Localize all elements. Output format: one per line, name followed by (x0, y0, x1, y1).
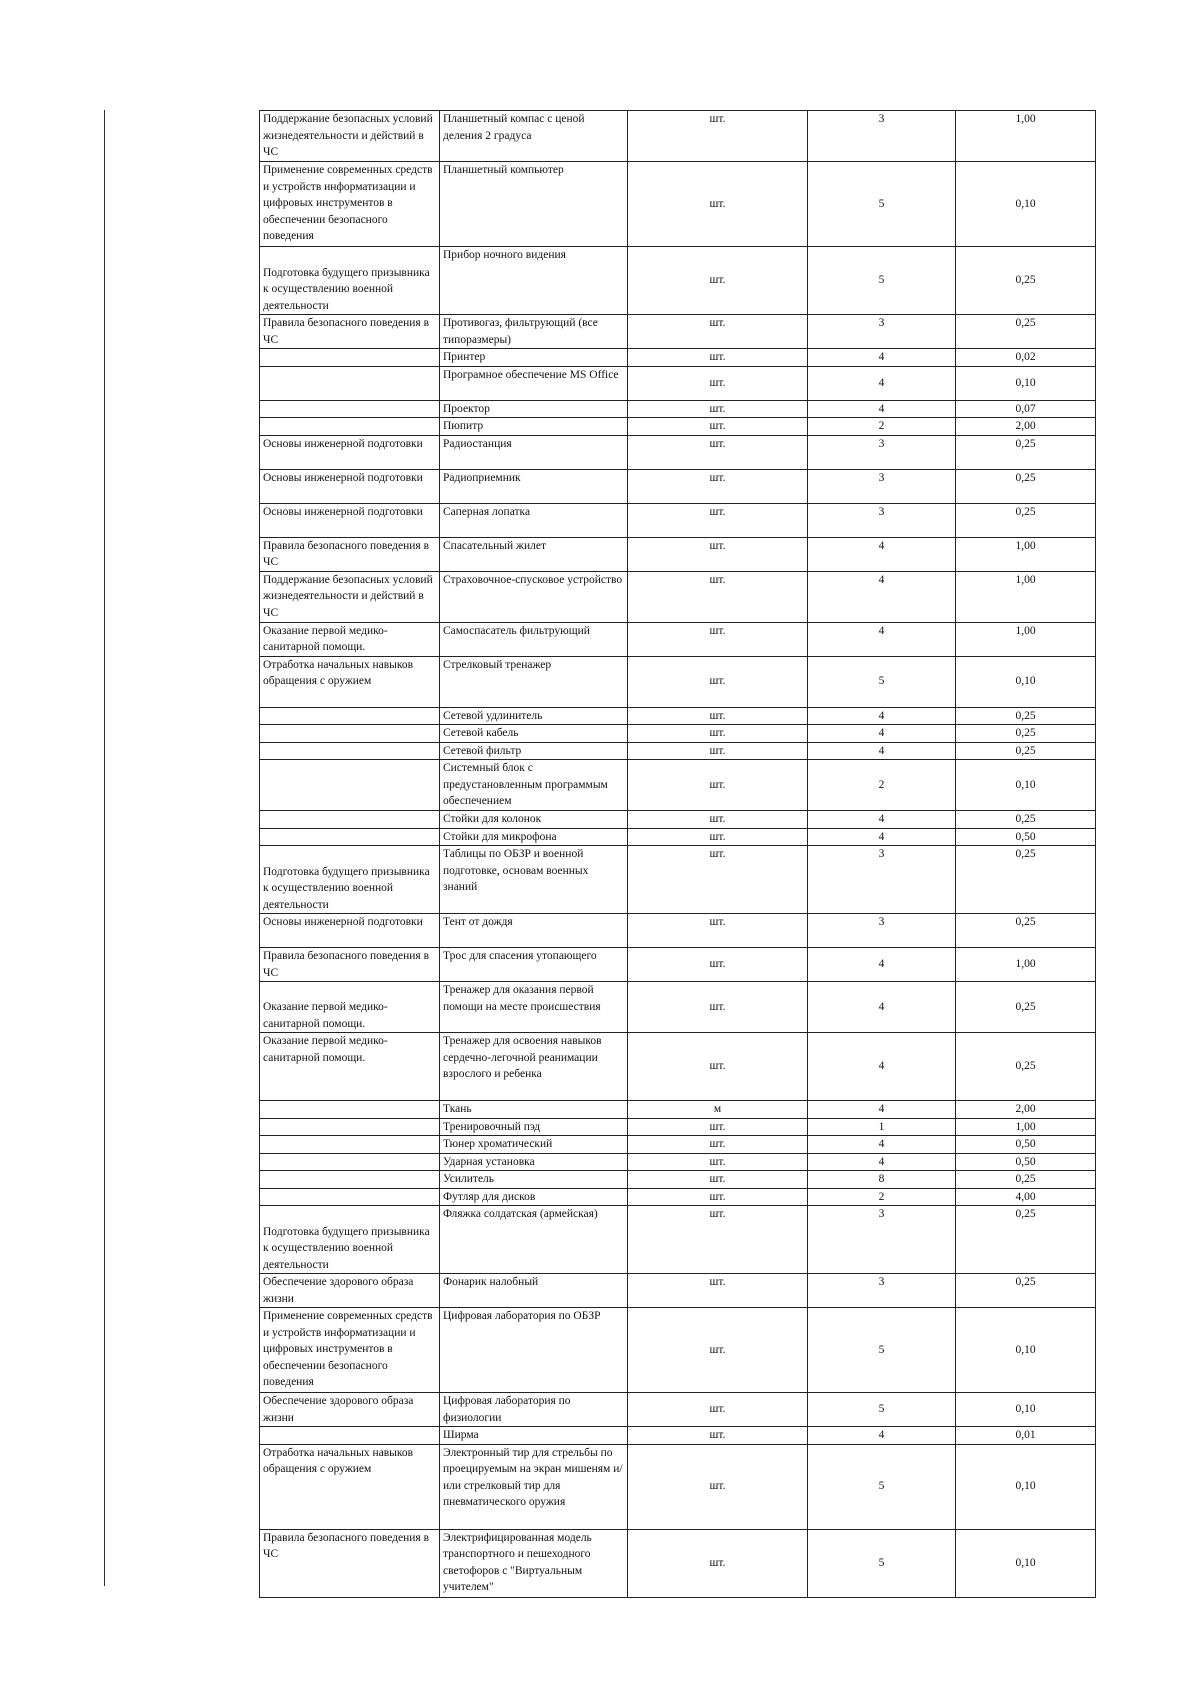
table-row (260, 1188, 1096, 1206)
section-cell: Основы инженерной подготовки (260, 914, 440, 948)
section-cell (260, 828, 440, 846)
quantity-cell: 5 (808, 1529, 956, 1597)
section-cell: Отработка начальных навыков обращения с оружием (260, 656, 440, 707)
table-row (260, 760, 1096, 811)
equipment-table-body (260, 111, 1096, 1598)
quantity-cell: 5 (808, 656, 956, 707)
section-cell (260, 1171, 440, 1189)
table-row (260, 537, 1096, 571)
table-row (260, 571, 1096, 622)
item-name-cell: Планшетный компас с ценой деления 2 градуса (440, 111, 628, 162)
unit-cell: шт. (628, 1529, 808, 1597)
ratio-cell: 2,00 (956, 418, 1096, 436)
section-cell: Правила безопасного поведения в ЧС (260, 948, 440, 982)
unit-cell: шт. (628, 435, 808, 469)
quantity-cell: 4 (808, 742, 956, 760)
ratio-cell: 0,07 (956, 400, 1096, 418)
table-row (260, 828, 1096, 846)
item-name-cell: Сетевой кабель (440, 725, 628, 743)
section-cell (260, 1188, 440, 1206)
quantity-cell: 1 (808, 1118, 956, 1136)
unit-cell: шт. (628, 469, 808, 503)
item-name-cell: Фонарик налобный (440, 1274, 628, 1308)
table-row (260, 418, 1096, 436)
quantity-cell: 4 (808, 1136, 956, 1154)
table-row (260, 366, 1096, 400)
item-name-cell: Футляр для дисков (440, 1188, 628, 1206)
unit-cell: шт. (628, 846, 808, 914)
table-row (260, 503, 1096, 537)
item-name-cell: Стойки для колонок (440, 811, 628, 829)
quantity-cell: 3 (808, 1206, 956, 1274)
ratio-cell: 0,10 (956, 1444, 1096, 1529)
item-name-cell: Тренировочный пэд (440, 1118, 628, 1136)
section-cell (260, 760, 440, 811)
ratio-cell: 0,10 (956, 656, 1096, 707)
table-row (260, 948, 1096, 982)
quantity-cell: 5 (808, 1308, 956, 1393)
section-cell (260, 725, 440, 743)
unit-cell: шт. (628, 418, 808, 436)
section-cell: Подготовка будущего призывника к осуществлению военной деятельности (260, 247, 440, 315)
table-row (260, 315, 1096, 349)
table-row (260, 435, 1096, 469)
section-cell: Обеспечение здорового образа жизни (260, 1274, 440, 1308)
section-cell: Правила безопасного поведения в ЧС (260, 537, 440, 571)
table-row (260, 1033, 1096, 1101)
ratio-cell: 0,25 (956, 725, 1096, 743)
ratio-cell: 0,01 (956, 1427, 1096, 1445)
quantity-cell: 3 (808, 435, 956, 469)
ratio-cell: 0,25 (956, 707, 1096, 725)
unit-cell: шт. (628, 1153, 808, 1171)
section-cell: Обеспечение здорового образа жизни (260, 1393, 440, 1427)
unit-cell: шт. (628, 707, 808, 725)
table-row (260, 914, 1096, 948)
unit-cell: шт. (628, 366, 808, 400)
unit-cell: шт. (628, 162, 808, 247)
ratio-cell: 0,25 (956, 846, 1096, 914)
section-cell: Оказание первой медико-санитарной помощи. (260, 622, 440, 656)
quantity-cell: 3 (808, 315, 956, 349)
table-row (260, 349, 1096, 367)
unit-cell: шт. (628, 537, 808, 571)
item-name-cell: Самоспасатель фильтрующий (440, 622, 628, 656)
section-cell: Применение современных средств и устройств информатизации и цифровых инструментов в обеспечении безопасного поведения (260, 162, 440, 247)
quantity-cell: 3 (808, 1274, 956, 1308)
item-name-cell: Принтер (440, 349, 628, 367)
section-cell (260, 1153, 440, 1171)
section-cell: Основы инженерной подготовки (260, 469, 440, 503)
item-name-cell: Спасательный жилет (440, 537, 628, 571)
quantity-cell: 4 (808, 1101, 956, 1119)
table-row (260, 1101, 1096, 1119)
quantity-cell: 3 (808, 846, 956, 914)
ratio-cell: 0,25 (956, 811, 1096, 829)
section-cell (260, 1118, 440, 1136)
unit-cell: шт. (628, 1206, 808, 1274)
unit-cell: шт. (628, 742, 808, 760)
quantity-cell: 4 (808, 828, 956, 846)
table-row (260, 1444, 1096, 1529)
quantity-cell: 4 (808, 811, 956, 829)
ratio-cell: 1,00 (956, 537, 1096, 571)
item-name-cell: Тюнер хроматический (440, 1136, 628, 1154)
quantity-cell: 2 (808, 418, 956, 436)
unit-cell: шт. (628, 622, 808, 656)
ratio-cell: 0,25 (956, 1206, 1096, 1274)
unit-cell: шт. (628, 111, 808, 162)
section-cell (260, 742, 440, 760)
unit-cell: шт. (628, 315, 808, 349)
ratio-cell: 0,25 (956, 742, 1096, 760)
section-cell: Применение современных средств и устройств информатизации и цифровых инструментов в обеспечении безопасного поведения (260, 1308, 440, 1393)
ratio-cell: 0,25 (956, 469, 1096, 503)
ratio-cell: 0,25 (956, 1171, 1096, 1189)
unit-cell: шт. (628, 1308, 808, 1393)
item-name-cell: Радиоприемник (440, 469, 628, 503)
ratio-cell: 0,10 (956, 760, 1096, 811)
ratio-cell: 0,25 (956, 1274, 1096, 1308)
item-name-cell: Прибор ночного видения (440, 247, 628, 315)
item-name-cell: Трос для спасения утопающего (440, 948, 628, 982)
quantity-cell: 4 (808, 366, 956, 400)
section-cell (260, 400, 440, 418)
table-row (260, 1427, 1096, 1445)
ratio-cell: 0,10 (956, 162, 1096, 247)
equipment-table (259, 110, 1096, 1598)
unit-cell: шт. (628, 656, 808, 707)
table-row (260, 1308, 1096, 1393)
unit-cell: шт. (628, 1427, 808, 1445)
quantity-cell: 5 (808, 1393, 956, 1427)
table-row (260, 1206, 1096, 1274)
ratio-cell: 1,00 (956, 1118, 1096, 1136)
unit-cell: шт. (628, 1136, 808, 1154)
item-name-cell: Ткань (440, 1101, 628, 1119)
item-name-cell: Ширма (440, 1427, 628, 1445)
item-name-cell: Проектор (440, 400, 628, 418)
item-name-cell: Стрелковый тренажер (440, 656, 628, 707)
ratio-cell: 0,10 (956, 1529, 1096, 1597)
section-cell (260, 1136, 440, 1154)
item-name-cell: Противогаз, фильтрующий (все типоразмеры) (440, 315, 628, 349)
item-name-cell: Програмное обеспечение MS Office (440, 366, 628, 400)
unit-cell: шт. (628, 1274, 808, 1308)
ratio-cell: 1,00 (956, 111, 1096, 162)
section-cell: Оказание первой медико-санитарной помощи. (260, 1033, 440, 1101)
table-row (260, 707, 1096, 725)
unit-cell: шт. (628, 503, 808, 537)
item-name-cell: Электрифицированная модель транспортного и пешеходного светофоров с "Виртуальным учителем" (440, 1529, 628, 1597)
ratio-cell: 0,25 (956, 315, 1096, 349)
ratio-cell: 0,50 (956, 1136, 1096, 1154)
item-name-cell: Системный блок с предустановленным программым обеспечением (440, 760, 628, 811)
quantity-cell: 3 (808, 111, 956, 162)
quantity-cell: 5 (808, 162, 956, 247)
item-name-cell: Ударная установка (440, 1153, 628, 1171)
quantity-cell: 3 (808, 914, 956, 948)
table-row (260, 1274, 1096, 1308)
table-row (260, 1529, 1096, 1597)
unit-cell: шт. (628, 828, 808, 846)
unit-cell: шт. (628, 1033, 808, 1101)
unit-cell: шт. (628, 982, 808, 1033)
item-name-cell: Радиостанция (440, 435, 628, 469)
item-name-cell: Цифровая лаборатория по ОБЗР (440, 1308, 628, 1393)
table-row (260, 656, 1096, 707)
section-cell: Правила безопасного поведения в ЧС (260, 315, 440, 349)
table-row (260, 247, 1096, 315)
table-row (260, 1393, 1096, 1427)
quantity-cell: 4 (808, 725, 956, 743)
unit-cell: шт. (628, 1393, 808, 1427)
section-cell: Подготовка будущего призывника к осуществлению военной деятельности (260, 1206, 440, 1274)
quantity-cell: 4 (808, 948, 956, 982)
section-cell (260, 418, 440, 436)
item-name-cell: Цифровая лаборатория по физиологии (440, 1393, 628, 1427)
ratio-cell: 0,10 (956, 366, 1096, 400)
table-row (260, 111, 1096, 162)
ratio-cell: 2,00 (956, 1101, 1096, 1119)
ratio-cell: 0,25 (956, 982, 1096, 1033)
section-cell: Поддержание безопасных условий жизнедеятельности и действий в ЧС (260, 111, 440, 162)
ratio-cell: 0,10 (956, 1393, 1096, 1427)
table-row (260, 982, 1096, 1033)
unit-cell: шт. (628, 1188, 808, 1206)
unit-cell: м (628, 1101, 808, 1119)
ratio-cell: 4,00 (956, 1188, 1096, 1206)
table-row (260, 846, 1096, 914)
quantity-cell: 4 (808, 349, 956, 367)
table-row (260, 400, 1096, 418)
quantity-cell: 3 (808, 469, 956, 503)
section-cell: Оказание первой медико-санитарной помощи. (260, 982, 440, 1033)
ratio-cell: 1,00 (956, 622, 1096, 656)
quantity-cell: 4 (808, 571, 956, 622)
ratio-cell: 0,02 (956, 349, 1096, 367)
ratio-cell: 0,25 (956, 435, 1096, 469)
unit-cell: шт. (628, 914, 808, 948)
unit-cell: шт. (628, 349, 808, 367)
quantity-cell: 4 (808, 1033, 956, 1101)
ratio-cell: 1,00 (956, 571, 1096, 622)
item-name-cell: Саперная лопатка (440, 503, 628, 537)
ratio-cell: 0,25 (956, 247, 1096, 315)
quantity-cell: 5 (808, 247, 956, 315)
section-cell: Основы инженерной подготовки (260, 503, 440, 537)
quantity-cell: 3 (808, 503, 956, 537)
item-name-cell: Тренажер для оказания первой помощи на месте происшествия (440, 982, 628, 1033)
item-name-cell: Фляжка солдатская (армейская) (440, 1206, 628, 1274)
item-name-cell: Страховочное-спусковое устройство (440, 571, 628, 622)
table-row (260, 1171, 1096, 1189)
quantity-cell: 4 (808, 622, 956, 656)
unit-cell: шт. (628, 571, 808, 622)
quantity-cell: 5 (808, 1444, 956, 1529)
table-row (260, 811, 1096, 829)
unit-cell: шт. (628, 760, 808, 811)
section-cell: Подготовка будущего призывника к осуществлению военной деятельности (260, 846, 440, 914)
unit-cell: шт. (628, 1118, 808, 1136)
unit-cell: шт. (628, 1171, 808, 1189)
unit-cell: шт. (628, 811, 808, 829)
item-name-cell: Пюпитр (440, 418, 628, 436)
quantity-cell: 4 (808, 982, 956, 1033)
section-cell (260, 707, 440, 725)
ratio-cell: 0,10 (956, 1308, 1096, 1393)
quantity-cell: 4 (808, 400, 956, 418)
table-row (260, 1118, 1096, 1136)
unit-cell: шт. (628, 725, 808, 743)
section-cell (260, 366, 440, 400)
left-margin-line (104, 110, 105, 1586)
ratio-cell: 0,50 (956, 828, 1096, 846)
unit-cell: шт. (628, 400, 808, 418)
table-row (260, 162, 1096, 247)
table-row (260, 725, 1096, 743)
ratio-cell: 0,25 (956, 914, 1096, 948)
quantity-cell: 4 (808, 1153, 956, 1171)
section-cell (260, 1427, 440, 1445)
table-row (260, 1136, 1096, 1154)
item-name-cell: Тент от дождя (440, 914, 628, 948)
section-cell (260, 349, 440, 367)
ratio-cell: 0,50 (956, 1153, 1096, 1171)
table-row (260, 742, 1096, 760)
item-name-cell: Сетевой удлинитель (440, 707, 628, 725)
table-row (260, 469, 1096, 503)
quantity-cell: 2 (808, 760, 956, 811)
item-name-cell: Усилитель (440, 1171, 628, 1189)
section-cell: Отработка начальных навыков обращения с оружием (260, 1444, 440, 1529)
item-name-cell: Сетевой фильтр (440, 742, 628, 760)
item-name-cell: Таблицы по ОБЗР и военной подготовке, основам военных знаний (440, 846, 628, 914)
section-cell: Основы инженерной подготовки (260, 435, 440, 469)
table-row (260, 1153, 1096, 1171)
section-cell (260, 811, 440, 829)
ratio-cell: 0,25 (956, 503, 1096, 537)
quantity-cell: 4 (808, 537, 956, 571)
quantity-cell: 4 (808, 707, 956, 725)
quantity-cell: 2 (808, 1188, 956, 1206)
table-row (260, 622, 1096, 656)
section-cell: Правила безопасного поведения в ЧС (260, 1529, 440, 1597)
item-name-cell: Тренажер для освоения навыков сердечно-легочной реанимации взрослого и ребенка (440, 1033, 628, 1101)
unit-cell: шт. (628, 1444, 808, 1529)
quantity-cell: 4 (808, 1427, 956, 1445)
section-cell: Поддержание безопасных условий жизнедеятельности и действий в ЧС (260, 571, 440, 622)
item-name-cell: Электронный тир для стрельбы по проецируемым на экран мишеням и/или стрелковый тир для пневматического оружия (440, 1444, 628, 1529)
section-cell (260, 1101, 440, 1119)
ratio-cell: 1,00 (956, 948, 1096, 982)
ratio-cell: 0,25 (956, 1033, 1096, 1101)
item-name-cell: Стойки для микрофона (440, 828, 628, 846)
unit-cell: шт. (628, 247, 808, 315)
unit-cell: шт. (628, 948, 808, 982)
item-name-cell: Планшетный компьютер (440, 162, 628, 247)
quantity-cell: 8 (808, 1171, 956, 1189)
